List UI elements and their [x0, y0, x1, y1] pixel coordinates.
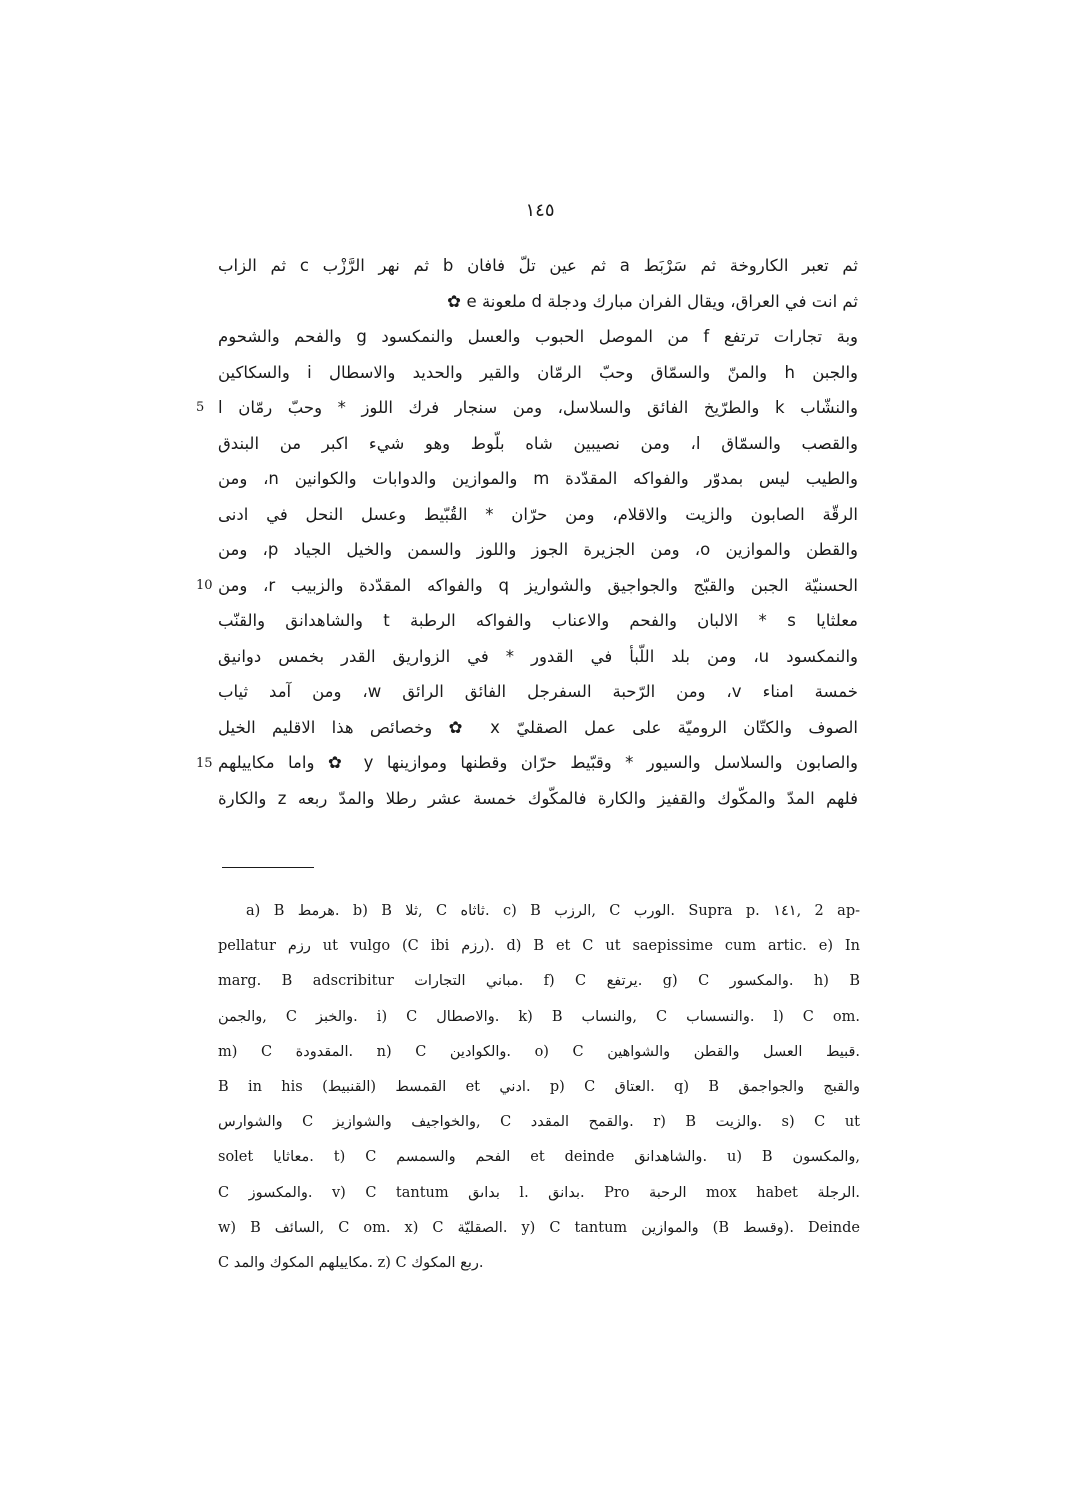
main-text: [218, 248, 858, 816]
footnote-line: w) B السائف, C om. x) C الصقليّة. y) C tantum والموازين (B وقسط). Deinde: [218, 1219, 860, 1236]
footnotes: [218, 894, 860, 1281]
text-line: وبة تجارات ترتفع f من الموصل الحبوب والعسل والنمكسود g والفحم والشحوم: [218, 327, 858, 346]
text-line: فلهم المدّ والمكّوك والقفيز والكارة فالمكّوك خمسة عشر رطلا والمدّ ربعه z والكارة: [218, 788, 859, 808]
text-line: ثم انت في العراق، ويقال الفران مبارك ودجلة d ملعونة e ✿: [447, 291, 858, 311]
text-line: معلثايا s * الالبان والفحم والاعناب والفواكه الرطبة t والشاهدانق والقنّب: [218, 611, 858, 630]
line-number: 15: [196, 756, 213, 771]
footnote-line: m) C المقدودة. n) C والكوادين. o) C قبيط العسل والقطن والشواهين.: [218, 1043, 860, 1060]
text-line: والقطن والموازين o، ومن الجزيرة الجوز واللوز والسمن والخيل الجياد p، ومن: [218, 540, 859, 559]
text-line: والنمكسود u، ومن بلد اللّبأ في القدور * في الزواريق القدر بخمس دوانيق: [218, 646, 859, 666]
text-line: والطيب ليس بمدوّر والفواكه المقدّدة m والموازين والدوابات والكوانين n، ومن: [218, 469, 858, 488]
line-number: 10: [196, 578, 213, 593]
footnote-line: والجمن, C والخبز. i) C والاصطال. k) B والنساب, C والنسساب. l) C om.: [218, 1008, 860, 1025]
text-line: والنشّاب k والطرّيخ الفائق والسلاسل، ومن سنجار فرك اللوز * وحبّ رمّان l: [218, 398, 858, 417]
line-number: 5: [196, 400, 205, 415]
footnote-line: والشوارس C والخواجيف والشوازيز, C والقمح المقدد. r) B والزيت. s) C ut: [218, 1114, 860, 1131]
footnote-line: C مكاييلهم المكوك والمد. z) C ربع المكوك.: [218, 1254, 484, 1271]
footnote-divider: [222, 867, 314, 868]
footnote-line: pellatur رزم ut vulgo (C ibi رزم). d) B et C ut saepissime cum artic. e) In: [218, 938, 861, 955]
text-line: والجبن h والمنّ والسمّاق وحبّ الرمّان والقير والحديد والاسطال i والسكاكين: [218, 362, 859, 382]
text-line: الحسنيّة الجبن والقبّج والجواجيق والشواريز q والفواكه المقدّدة والزبيب r، ومن: [218, 575, 858, 595]
footnote-line: C والمكسوز. v) C tantum بداىق l. بدانق. Pro الرحبة mox habet الرجلة.: [218, 1184, 860, 1201]
text-line: والقصب والسمّاق l، ومن نصيبين شاه بلّوط وهو شيء اكبر من البندق: [218, 433, 858, 453]
text-line: الرقّة الصابون والزيت والاقلام، ومن حرّان * القُبّيط وعسل النحل في ادنى: [218, 504, 858, 524]
footnote-line: a) B هرمط. b) B ثلا, C ثاثاه. c) B الرزب, C الورب. Supra p. ١٤١, 2 ap-: [246, 903, 860, 919]
footnote-line: solet معاثايا. t) C الفحم والسمسم et deinde والشاهدانق. u) B والمكسون,: [218, 1149, 861, 1166]
text-line: خمسة امناء v، ومن الرّحبة السفرجل الفائق الرائق w، ومن آمد ثياب: [218, 682, 858, 701]
text-line: الصوف والكتّان الروميّة على عمل الصقليّ x ✿ وخصائص هذا الاقليم الخيل: [218, 717, 858, 737]
page-number: ١٤٥: [525, 200, 555, 221]
footnote-line: B in his القمسط (القنبيط) et ادني. p) C العتاق. q) B والقبج والجواجمق: [218, 1078, 860, 1095]
text-line: والصابون والسلاسل والسيور * وقبّيط حرّان وقطنها وموازينها y ✿ واما مكاييلهم: [218, 753, 858, 772]
footnote-line: marg. B adscribitur مباني التجارات. f) C يرتفع. g) C والمكسور. h) B: [218, 973, 860, 990]
text-line: ثم تعبر الكاروخة ثم سَرْبَط a ثم عين تلّ فافان b ثم نهر الرَّزْب c ثم الزاب: [218, 256, 858, 275]
